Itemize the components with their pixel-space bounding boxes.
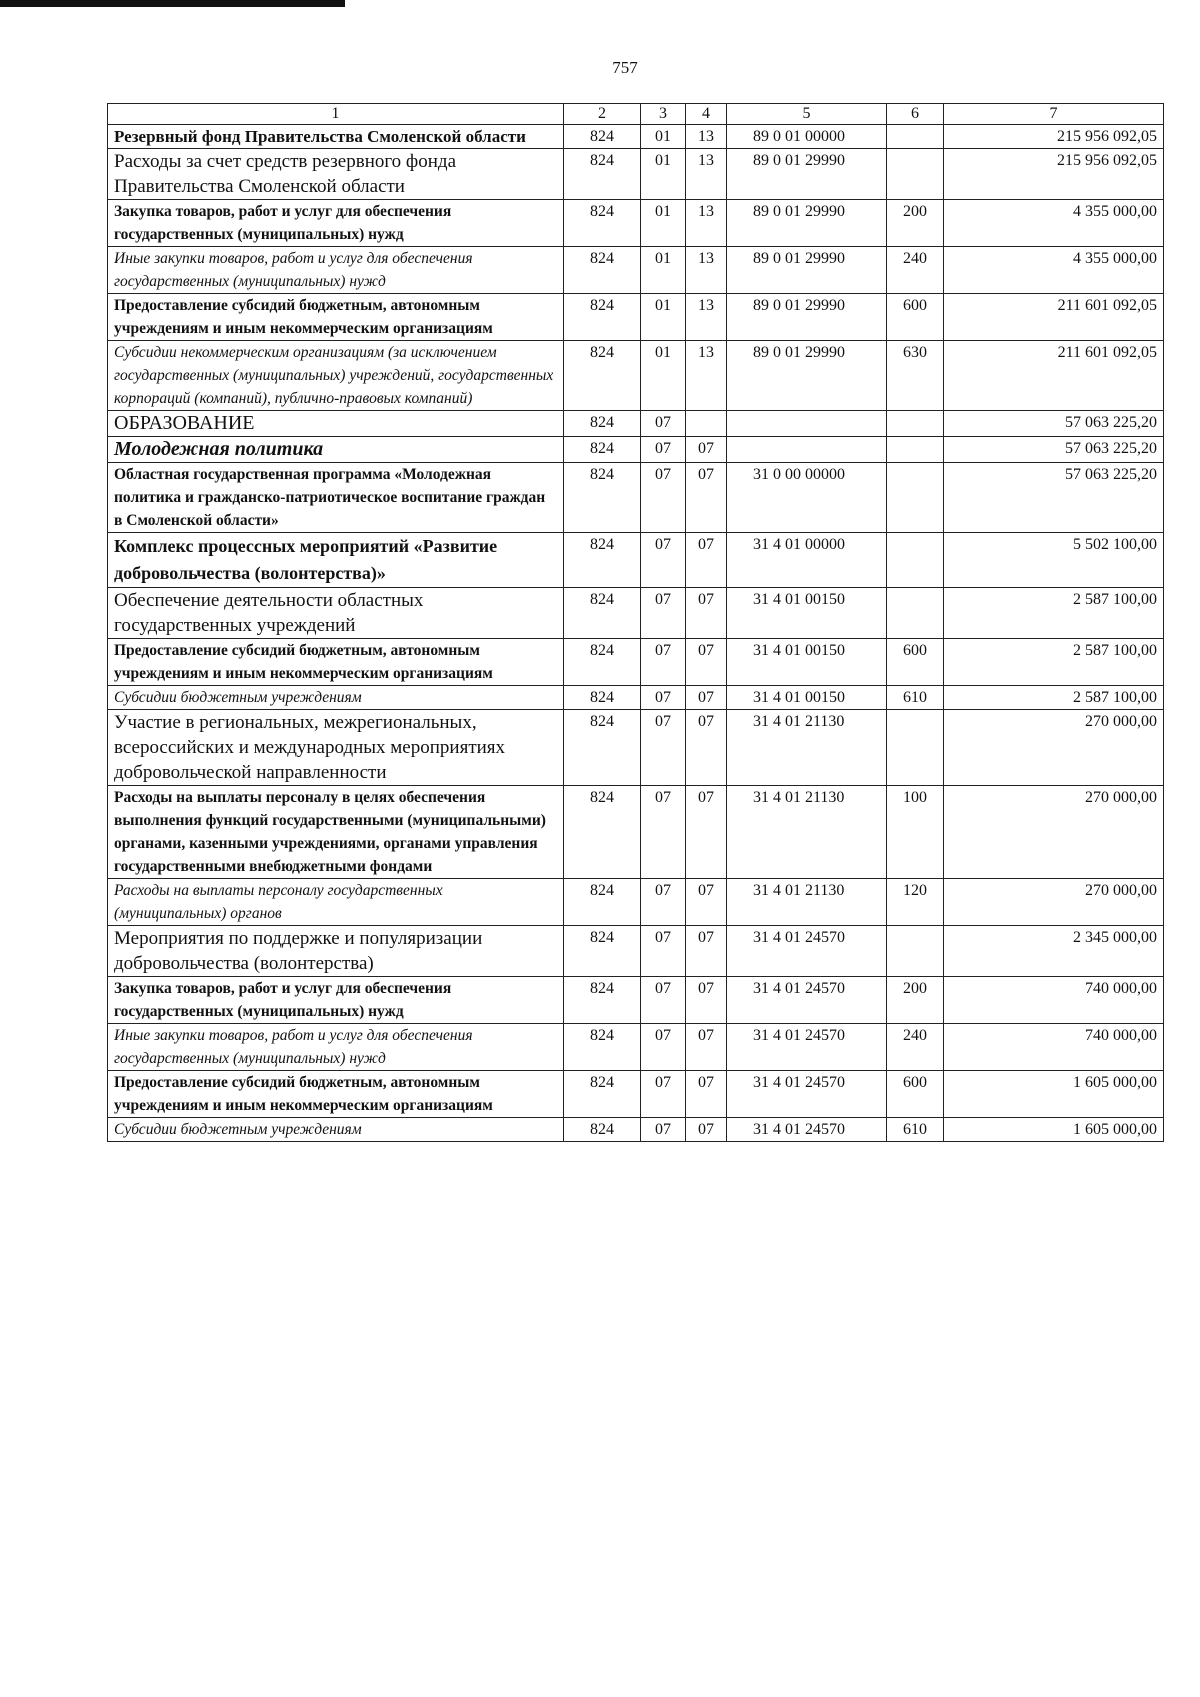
section-code-cell: 01 [641,294,686,341]
target-article-cell: 31 4 01 00150 [727,639,887,686]
target-article-cell: 89 0 01 00000 [727,125,887,149]
grbs-code-cell: 824 [564,588,641,639]
amount-cell: 215 956 092,05 [944,149,1164,200]
target-article-cell: 31 4 01 21130 [727,879,887,926]
grbs-code-cell: 824 [564,686,641,710]
table-row [108,710,1164,786]
amount-cell: 57 063 225,20 [944,463,1164,533]
expense-type-cell [887,125,944,149]
table-row [108,639,1164,686]
grbs-code-cell: 824 [564,1071,641,1118]
amount-cell: 215 956 092,05 [944,125,1164,149]
page-number: 757 [612,58,638,77]
budget-table [107,103,1164,1142]
expense-type-cell [887,411,944,437]
row-name-cell: Областная государственная программа «Молодежная политика и гражданско-патриотическое воспитание граждан в Смоленской области» [108,463,564,533]
subsection-code-cell: 13 [686,200,727,247]
amount-cell: 211 601 092,05 [944,341,1164,411]
column-header: 5 [727,104,887,125]
amount-cell: 740 000,00 [944,977,1164,1024]
subsection-code-cell: 07 [686,1071,727,1118]
expense-type-cell: 240 [887,247,944,294]
column-header: 7 [944,104,1164,125]
grbs-code-cell: 824 [564,341,641,411]
row-name-cell: Закупка товаров, работ и услуг для обеспечения государственных (муниципальных) нужд [108,200,564,247]
row-name-cell: Расходы на выплаты персоналу в целях обеспечения выполнения функций государственными (муниципальными) органами, казенными учреждениями, органами управления государственными внебюджетными фондами [108,786,564,879]
row-name-cell: Предоставление субсидий бюджетным, автономным учреждениям и иным некоммерческим организациям [108,639,564,686]
table-row [108,463,1164,533]
table-header-row [108,104,1164,125]
section-code-cell: 01 [641,149,686,200]
target-article-cell: 89 0 01 29990 [727,247,887,294]
section-code-cell: 07 [641,639,686,686]
target-article-cell: 31 4 01 24570 [727,977,887,1024]
target-article-cell: 89 0 01 29990 [727,294,887,341]
column-header: 6 [887,104,944,125]
row-name-cell: Иные закупки товаров, работ и услуг для обеспечения государственных (муниципальных) нужд [108,1024,564,1071]
section-code-cell: 07 [641,411,686,437]
subsection-code-cell: 07 [686,463,727,533]
expense-type-cell: 240 [887,1024,944,1071]
section-code-cell: 07 [641,686,686,710]
subsection-code-cell: 07 [686,1118,727,1142]
section-code-cell: 07 [641,926,686,977]
grbs-code-cell: 824 [564,710,641,786]
subsection-code-cell: 07 [686,1024,727,1071]
target-article-cell [727,437,887,463]
expense-type-cell: 600 [887,294,944,341]
expense-type-cell [887,926,944,977]
grbs-code-cell: 824 [564,247,641,294]
target-article-cell: 89 0 01 29990 [727,200,887,247]
table-row [108,533,1164,588]
amount-cell: 57 063 225,20 [944,411,1164,437]
row-name-cell: Участие в региональных, межрегиональных, всероссийских и международных мероприятиях добровольческой направленности [108,710,564,786]
expense-type-cell [887,149,944,200]
grbs-code-cell: 824 [564,926,641,977]
target-article-cell: 31 4 01 24570 [727,1071,887,1118]
target-article-cell [727,411,887,437]
expense-type-cell [887,437,944,463]
expense-type-cell [887,710,944,786]
grbs-code-cell: 824 [564,437,641,463]
grbs-code-cell: 824 [564,463,641,533]
expense-type-cell: 630 [887,341,944,411]
table-row [108,879,1164,926]
amount-cell: 57 063 225,20 [944,437,1164,463]
target-article-cell: 89 0 01 29990 [727,341,887,411]
table-row [108,588,1164,639]
grbs-code-cell: 824 [564,200,641,247]
amount-cell: 270 000,00 [944,786,1164,879]
grbs-code-cell: 824 [564,294,641,341]
table-row [108,926,1164,977]
row-name-cell: Комплекс процессных мероприятий «Развитие добровольчества (волонтерства)» [108,533,564,588]
expense-type-cell: 120 [887,879,944,926]
subsection-code-cell: 07 [686,639,727,686]
subsection-code-cell: 13 [686,125,727,149]
amount-cell: 1 605 000,00 [944,1071,1164,1118]
grbs-code-cell: 824 [564,149,641,200]
subsection-code-cell: 07 [686,533,727,588]
grbs-code-cell: 824 [564,879,641,926]
section-code-cell: 07 [641,437,686,463]
section-code-cell: 07 [641,710,686,786]
amount-cell: 4 355 000,00 [944,247,1164,294]
amount-cell: 5 502 100,00 [944,533,1164,588]
subsection-code-cell: 13 [686,247,727,294]
column-header: 1 [108,104,564,125]
amount-cell: 2 587 100,00 [944,588,1164,639]
amount-cell: 270 000,00 [944,879,1164,926]
subsection-code-cell: 13 [686,294,727,341]
section-code-cell: 01 [641,247,686,294]
target-article-cell: 31 4 01 24570 [727,1118,887,1142]
subsection-code-cell: 07 [686,588,727,639]
amount-cell: 2 587 100,00 [944,639,1164,686]
row-name-cell: Резервный фонд Правительства Смоленской области [108,125,564,149]
row-name-cell: Субсидии бюджетным учреждениям [108,686,564,710]
target-article-cell: 31 4 01 24570 [727,1024,887,1071]
expense-type-cell: 610 [887,686,944,710]
section-code-cell: 07 [641,1118,686,1142]
amount-cell: 1 605 000,00 [944,1118,1164,1142]
table-row [108,294,1164,341]
table-row [108,1118,1164,1142]
section-code-cell: 07 [641,786,686,879]
row-name-cell: Молодежная политика [108,437,564,463]
column-header: 2 [564,104,641,125]
row-name-cell: Расходы за счет средств резервного фонда Правительства Смоленской области [108,149,564,200]
expense-type-cell: 100 [887,786,944,879]
subsection-code-cell: 07 [686,437,727,463]
grbs-code-cell: 824 [564,977,641,1024]
amount-cell: 4 355 000,00 [944,200,1164,247]
expense-type-cell: 600 [887,1071,944,1118]
amount-cell: 2 587 100,00 [944,686,1164,710]
grbs-code-cell: 824 [564,639,641,686]
row-name-cell: Мероприятия по поддержке и популяризации добровольчества (волонтерства) [108,926,564,977]
expense-type-cell: 610 [887,1118,944,1142]
section-code-cell: 07 [641,588,686,639]
row-name-cell: Субсидии некоммерческим организациям (за исключением государственных (муниципальных) учреждений, государственных корпораций (компаний), публично-правовых компаний) [108,341,564,411]
target-article-cell: 31 4 01 24570 [727,926,887,977]
section-code-cell: 07 [641,533,686,588]
expense-type-cell [887,588,944,639]
section-code-cell: 07 [641,1071,686,1118]
column-header: 3 [641,104,686,125]
table-row [108,247,1164,294]
expense-type-cell [887,533,944,588]
target-article-cell: 31 4 01 00000 [727,533,887,588]
section-code-cell: 01 [641,200,686,247]
expense-type-cell: 200 [887,977,944,1024]
subsection-code-cell: 07 [686,926,727,977]
table-row [108,200,1164,247]
table-row [108,437,1164,463]
row-name-cell: Обеспечение деятельности областных государственных учреждений [108,588,564,639]
section-code-cell: 07 [641,463,686,533]
row-name-cell: ОБРАЗОВАНИЕ [108,411,564,437]
target-article-cell: 31 4 01 00150 [727,686,887,710]
table-row [108,1024,1164,1071]
expense-type-cell [887,463,944,533]
subsection-code-cell [686,411,727,437]
table-row [108,341,1164,411]
grbs-code-cell: 824 [564,533,641,588]
scan-edge-mark [0,0,345,7]
amount-cell: 270 000,00 [944,710,1164,786]
section-code-cell: 01 [641,341,686,411]
expense-type-cell: 600 [887,639,944,686]
subsection-code-cell: 07 [686,686,727,710]
target-article-cell: 89 0 01 29990 [727,149,887,200]
target-article-cell: 31 4 01 21130 [727,786,887,879]
row-name-cell: Предоставление субсидий бюджетным, автономным учреждениям и иным некоммерческим организациям [108,294,564,341]
grbs-code-cell: 824 [564,411,641,437]
grbs-code-cell: 824 [564,786,641,879]
section-code-cell: 07 [641,977,686,1024]
target-article-cell: 31 0 00 00000 [727,463,887,533]
amount-cell: 211 601 092,05 [944,294,1164,341]
section-code-cell: 07 [641,1024,686,1071]
table-row [108,686,1164,710]
section-code-cell: 07 [641,879,686,926]
amount-cell: 2 345 000,00 [944,926,1164,977]
target-article-cell: 31 4 01 21130 [727,710,887,786]
row-name-cell: Иные закупки товаров, работ и услуг для обеспечения государственных (муниципальных) нужд [108,247,564,294]
row-name-cell: Субсидии бюджетным учреждениям [108,1118,564,1142]
column-header: 4 [686,104,727,125]
table-row [108,149,1164,200]
subsection-code-cell: 13 [686,149,727,200]
section-code-cell: 01 [641,125,686,149]
table-row [108,125,1164,149]
row-name-cell: Предоставление субсидий бюджетным, автономным учреждениям и иным некоммерческим организациям [108,1071,564,1118]
expense-type-cell: 200 [887,200,944,247]
subsection-code-cell: 13 [686,341,727,411]
subsection-code-cell: 07 [686,977,727,1024]
row-name-cell: Закупка товаров, работ и услуг для обеспечения государственных (муниципальных) нужд [108,977,564,1024]
grbs-code-cell: 824 [564,1118,641,1142]
grbs-code-cell: 824 [564,125,641,149]
row-name-cell: Расходы на выплаты персоналу государственных (муниципальных) органов [108,879,564,926]
subsection-code-cell: 07 [686,710,727,786]
target-article-cell: 31 4 01 00150 [727,588,887,639]
amount-cell: 740 000,00 [944,1024,1164,1071]
table-row [108,411,1164,437]
table-row [108,1071,1164,1118]
subsection-code-cell: 07 [686,879,727,926]
subsection-code-cell: 07 [686,786,727,879]
grbs-code-cell: 824 [564,1024,641,1071]
table-row [108,786,1164,879]
table-row [108,977,1164,1024]
